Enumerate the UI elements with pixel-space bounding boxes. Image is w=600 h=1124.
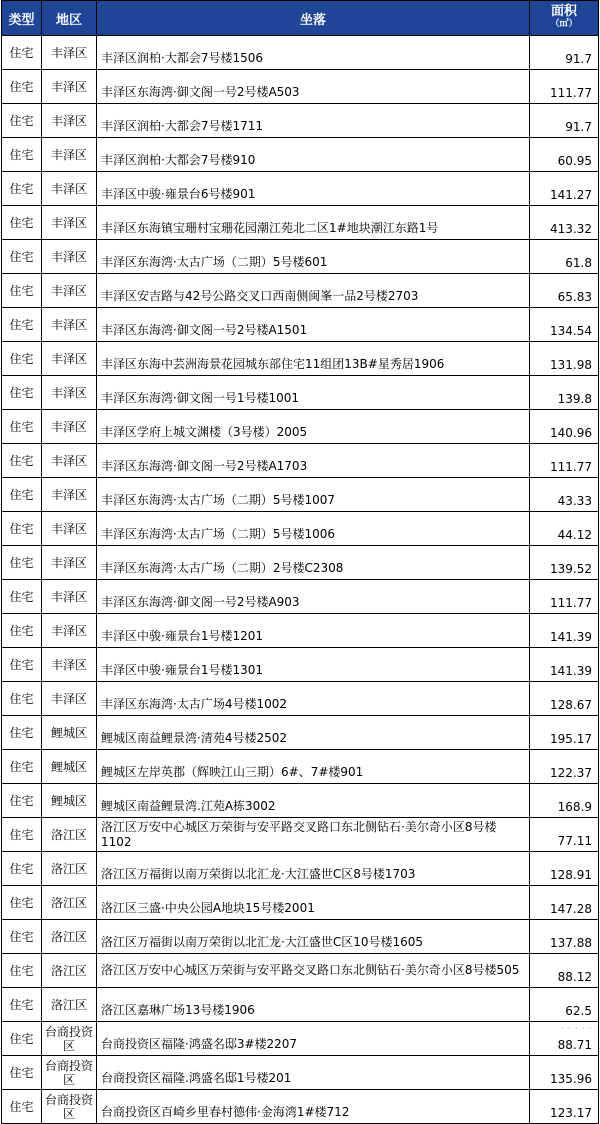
header-area (530, 1, 599, 36)
cell-type: 住宅 (2, 750, 42, 784)
cell-type: 住宅 (2, 886, 42, 920)
table-row (2, 852, 599, 886)
table-row (2, 988, 599, 1022)
table-row (2, 614, 599, 648)
header-area-label: 面积 (550, 4, 577, 19)
table-row (2, 886, 599, 920)
cell-area: 122.37 (530, 750, 599, 784)
cell-address: 鲤城区南益鲤景湾.江苑A栋3002 (97, 784, 530, 818)
cell-area: 139.52 (530, 546, 599, 580)
table-row (2, 818, 599, 852)
cell-district: 丰泽区 (42, 138, 97, 172)
table-row (2, 648, 599, 682)
cell-area: 91.7 (530, 36, 599, 70)
cell-type: 住宅 (2, 376, 42, 410)
table-row (2, 580, 599, 614)
cell-area: 131.98 (530, 342, 599, 376)
cell-area: 413.32 (530, 206, 599, 240)
cell-address: 台商投资区福隆·鸿盛名邸3#楼2207 (97, 1022, 530, 1056)
table-row (2, 36, 599, 70)
cell-address: 洛江区万福街以南万荣街以北汇龙·大江盛世C区10号楼1605 (97, 920, 530, 954)
cell-area: 60.95 (530, 138, 599, 172)
cell-type: 住宅 (2, 580, 42, 614)
cell-address: 鲤城区南益鲤景湾·清苑4号楼2502 (97, 716, 530, 750)
cell-district: 丰泽区 (42, 444, 97, 478)
cell-address: 洛江区嘉琳广场13号楼1906 (97, 988, 530, 1022)
cell-district: 丰泽区 (42, 682, 97, 716)
cell-type: 住宅 (2, 546, 42, 580)
cell-area: 123.17 (530, 1090, 599, 1124)
header-row (2, 1, 599, 36)
cell-address: 丰泽区东海镇宝珊村宝珊花园潮江苑北二区1#地块潮江东路1号 (97, 206, 530, 240)
table-row (2, 1022, 599, 1056)
cell-address: 丰泽区东海湾·太古广场（二期）2号楼C2308 (97, 546, 530, 580)
cell-address: 丰泽区东海湾·太古广场（二期）5号楼1006 (97, 512, 530, 546)
cell-district: 台商投资区 (42, 1022, 97, 1056)
cell-area: 111.77 (530, 580, 599, 614)
cell-area: 141.39 (530, 614, 599, 648)
cell-type: 住宅 (2, 410, 42, 444)
cell-address: 鲤城区左岸英郡（辉映江山三期）6#、7#楼901 (97, 750, 530, 784)
table-row (2, 206, 599, 240)
cell-type: 住宅 (2, 716, 42, 750)
cell-type: 住宅 (2, 478, 42, 512)
cell-address: 丰泽区中骏·雍景台1号楼1201 (97, 614, 530, 648)
table-row (2, 70, 599, 104)
cell-type: 住宅 (2, 614, 42, 648)
cell-district: 丰泽区 (42, 70, 97, 104)
cell-address: 丰泽区中骏·雍景台6号楼901 (97, 172, 530, 206)
cell-area: 88.71 (530, 1022, 599, 1056)
cell-area: 62.5 (530, 988, 599, 1022)
cell-address: 洛江区万安中心城区万荣街与安平路交叉路口东北侧钻石·美尔奇小区8号楼1102 (97, 818, 530, 852)
cell-address: 丰泽区东海湾·御文阁一号1号楼1001 (97, 376, 530, 410)
cell-address: 丰泽区润柏·大都会7号楼1711 (97, 104, 530, 138)
header-district: 地区 (42, 1, 97, 36)
cell-address: 丰泽区东海湾·御文阁一号2号楼A503 (97, 70, 530, 104)
table-row (2, 172, 599, 206)
cell-area: 141.39 (530, 648, 599, 682)
cell-district: 洛江区 (42, 920, 97, 954)
cell-area: 65.83 (530, 274, 599, 308)
cell-type: 住宅 (2, 274, 42, 308)
cell-type: 住宅 (2, 1090, 42, 1124)
cell-district: 丰泽区 (42, 172, 97, 206)
cell-address: 洛江区三盛·中央公园A地块15号楼2001 (97, 886, 530, 920)
header-area-unit: （㎡） (550, 19, 578, 29)
cell-area: 195.17 (530, 716, 599, 750)
cell-area: 128.67 (530, 682, 599, 716)
cell-address: 丰泽区东海湾·御文阁一号2号楼A903 (97, 580, 530, 614)
table-row (2, 274, 599, 308)
cell-type: 住宅 (2, 444, 42, 478)
cell-area: 88.12 (530, 954, 599, 988)
cell-area: 168.9 (530, 784, 599, 818)
table-row (2, 784, 599, 818)
cell-area: 128.91 (530, 852, 599, 886)
cell-type: 住宅 (2, 818, 42, 852)
cell-district: 鲤城区 (42, 750, 97, 784)
cell-district: 丰泽区 (42, 546, 97, 580)
cell-district: 丰泽区 (42, 614, 97, 648)
cell-type: 住宅 (2, 172, 42, 206)
cell-area: 77.11 (530, 818, 599, 852)
cell-address: 丰泽区学府上城文渊楼（3号楼）2005 (97, 410, 530, 444)
cell-address: 丰泽区润柏·大都会7号楼910 (97, 138, 530, 172)
cell-area: 43.33 (530, 478, 599, 512)
cell-area: 139.8 (530, 376, 599, 410)
cell-type: 住宅 (2, 920, 42, 954)
cell-type: 住宅 (2, 648, 42, 682)
table-row (2, 512, 599, 546)
cell-district: 洛江区 (42, 954, 97, 988)
cell-address: 台商投资区百崎乡里春村德伟·金海湾1#楼712 (97, 1090, 530, 1124)
cell-type: 住宅 (2, 70, 42, 104)
cell-type: 住宅 (2, 784, 42, 818)
cell-type: 住宅 (2, 308, 42, 342)
cell-district: 洛江区 (42, 818, 97, 852)
cell-district: 丰泽区 (42, 376, 97, 410)
cell-address: 丰泽区东海湾·御文阁一号2号楼A1703 (97, 444, 530, 478)
cell-area: 147.28 (530, 886, 599, 920)
cell-district: 丰泽区 (42, 274, 97, 308)
table-row (2, 308, 599, 342)
cell-district: 丰泽区 (42, 206, 97, 240)
cell-area: 91.7 (530, 104, 599, 138)
table-row (2, 478, 599, 512)
cell-district: 丰泽区 (42, 648, 97, 682)
cell-area: 111.77 (530, 70, 599, 104)
table-row (2, 376, 599, 410)
cell-district: 丰泽区 (42, 104, 97, 138)
cell-district: 洛江区 (42, 988, 97, 1022)
cell-type: 住宅 (2, 954, 42, 988)
table-row (2, 750, 599, 784)
table-row (2, 342, 599, 376)
header-address: 坐落 (97, 1, 530, 36)
cell-address: 丰泽区东海湾·太古广场（二期）5号楼1007 (97, 478, 530, 512)
table-row (2, 716, 599, 750)
cell-area: 137.88 (530, 920, 599, 954)
cell-area: 135.96 (530, 1056, 599, 1090)
cell-type: 住宅 (2, 206, 42, 240)
cell-type: 住宅 (2, 1022, 42, 1056)
cell-type: 住宅 (2, 512, 42, 546)
cell-district: 丰泽区 (42, 410, 97, 444)
cell-area: 61.8 (530, 240, 599, 274)
watermark: · · · · · (560, 1022, 592, 1035)
cell-district: 台商投资区 (42, 1056, 97, 1090)
table-row (2, 546, 599, 580)
cell-address: 丰泽区润柏·大都会7号楼1506 (97, 36, 530, 70)
cell-address: 丰泽区东海湾·太古广场（二期）5号楼601 (97, 240, 530, 274)
table-row (2, 682, 599, 716)
cell-type: 住宅 (2, 852, 42, 886)
cell-address: 丰泽区中骏·雍景台1号楼1301 (97, 648, 530, 682)
cell-type: 住宅 (2, 988, 42, 1022)
cell-address: 洛江区万福街以南万荣街以北汇龙·大江盛世C区8号楼1703 (97, 852, 530, 886)
cell-district: 鲤城区 (42, 784, 97, 818)
cell-address: 洛江区万安中心城区万荣街与安平路交叉路口东北侧钻石·美尔奇小区8号楼505 (97, 954, 530, 988)
cell-area: 111.77 (530, 444, 599, 478)
cell-type: 住宅 (2, 342, 42, 376)
cell-district: 丰泽区 (42, 240, 97, 274)
cell-type: 住宅 (2, 1056, 42, 1090)
table-row (2, 1090, 599, 1124)
cell-district: 丰泽区 (42, 36, 97, 70)
table-row (2, 920, 599, 954)
table-row (2, 138, 599, 172)
header-type: 类型 (2, 1, 42, 36)
cell-district: 丰泽区 (42, 342, 97, 376)
cell-area: 134.54 (530, 308, 599, 342)
cell-district: 台商投资区 (42, 1090, 97, 1124)
table-row (2, 104, 599, 138)
cell-area: 141.27 (530, 172, 599, 206)
cell-address: 丰泽区东海湾·御文阁一号2号楼A1501 (97, 308, 530, 342)
cell-district: 丰泽区 (42, 308, 97, 342)
cell-address: 丰泽区东海湾·太古广场4号楼1002 (97, 682, 530, 716)
cell-district: 丰泽区 (42, 580, 97, 614)
cell-district: 鲤城区 (42, 716, 97, 750)
cell-address: 丰泽区安吉路与42号公路交叉口西南侧闽峯一品2号楼2703 (97, 274, 530, 308)
cell-area: 44.12 (530, 512, 599, 546)
cell-type: 住宅 (2, 36, 42, 70)
table-row (2, 954, 599, 988)
table-row (2, 1056, 599, 1090)
table-row (2, 410, 599, 444)
table-row (2, 444, 599, 478)
property-table (1, 0, 599, 1124)
cell-type: 住宅 (2, 240, 42, 274)
cell-district: 丰泽区 (42, 478, 97, 512)
cell-district: 洛江区 (42, 886, 97, 920)
cell-type: 住宅 (2, 138, 42, 172)
cell-type: 住宅 (2, 104, 42, 138)
cell-address: 丰泽区东海中芸洲海景花园城东部住宅11组团13B#星秀居1906 (97, 342, 530, 376)
cell-address: 台商投资区福隆.鸿盛名邸1号楼201 (97, 1056, 530, 1090)
table-body (2, 36, 599, 1124)
table-row (2, 240, 599, 274)
cell-type: 住宅 (2, 682, 42, 716)
cell-district: 洛江区 (42, 852, 97, 886)
cell-district: 丰泽区 (42, 512, 97, 546)
cell-area: 140.96 (530, 410, 599, 444)
